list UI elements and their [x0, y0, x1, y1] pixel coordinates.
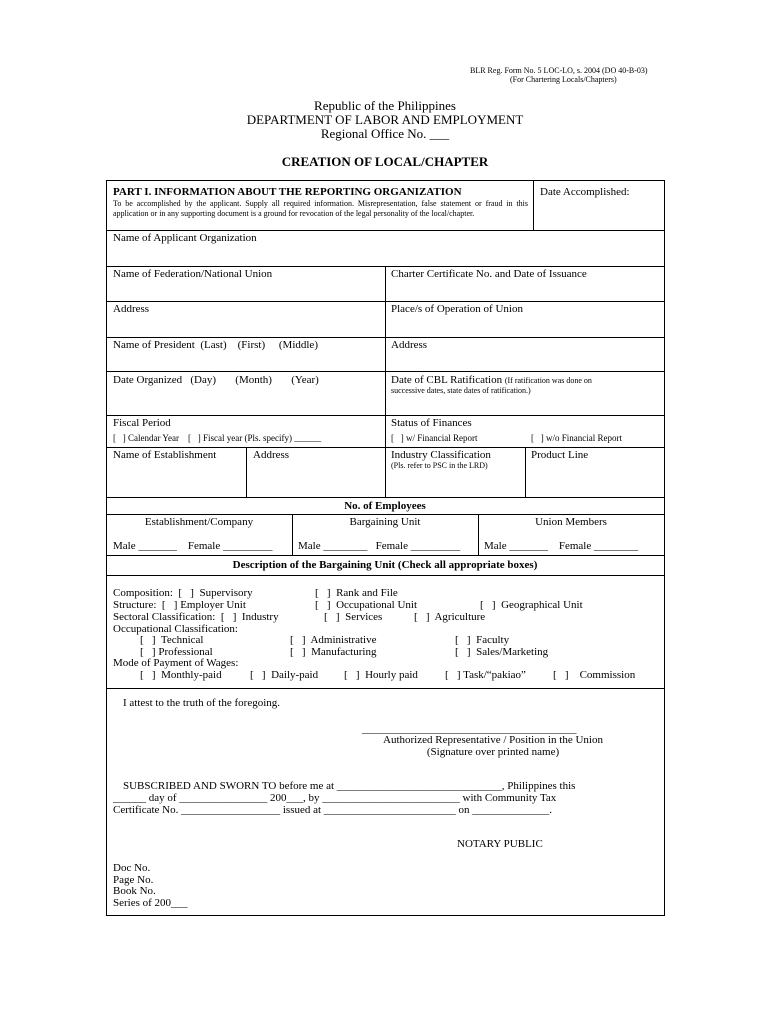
form-subtitle: (For Chartering Locals/Chapters): [510, 75, 617, 84]
fiscal-options[interactable]: [ ] Calendar Year [ ] Fiscal year (Pls. specify) ______: [113, 433, 322, 443]
sworn-line-3[interactable]: Certificate No. __________________ issued at ________________________ on ______________.: [113, 804, 553, 816]
employees-heading: No. of Employees: [344, 500, 426, 512]
president-label: Name of President (Last) (First) (Middle): [113, 339, 318, 351]
date-organized-label: Date Organized (Day) (Month) (Year): [113, 374, 319, 386]
fiscal-period-label: Fiscal Period: [113, 417, 171, 429]
divider: [106, 337, 664, 338]
regional-office-line: Regional Office No. ___: [320, 126, 450, 141]
part1-instructions: To be accomplished by the applicant. Supply all required information. Misrepresentation, false statement or fraud in this application or in any supporting document is a ground for revocation of the legal personality of the local/chapter.: [113, 199, 528, 218]
monthly-paid-checkbox[interactable]: [ ] Monthly-paid: [140, 669, 222, 681]
signature-caption: (Signature over printed name): [426, 746, 560, 758]
charter-certificate-label: Charter Certificate No. and Date of Issuance: [391, 268, 587, 280]
agriculture-checkbox[interactable]: [ ] Agriculture: [414, 611, 486, 623]
page-no-label: Page No.: [113, 874, 154, 886]
divider: [246, 447, 247, 498]
sales-marketing-checkbox[interactable]: [ ] Sales/Marketing: [455, 646, 549, 658]
divider: [106, 497, 664, 498]
administrative-checkbox[interactable]: [ ] Administrative: [290, 634, 377, 646]
place-operation-label: Place/s of Operation of Union: [391, 303, 523, 315]
daily-paid-checkbox[interactable]: [ ] Daily-paid: [250, 669, 319, 681]
hourly-paid-checkbox[interactable]: [ ] Hourly paid: [344, 669, 418, 681]
product-line-label: Product Line: [531, 449, 589, 461]
task-pakiao-checkbox[interactable]: [ ] Task/“pakiao”: [445, 669, 526, 681]
professional-checkbox[interactable]: [ ] Professional: [140, 646, 213, 658]
divider: [533, 180, 534, 230]
bargaining-unit-col: Bargaining Unit: [349, 516, 421, 528]
notary-public-label: NOTARY PUBLIC: [457, 838, 543, 850]
composition-supervisory[interactable]: Composition: [ ] Supervisory: [113, 587, 253, 599]
wages-label: Mode of Payment of Wages:: [113, 657, 239, 669]
divider: [106, 301, 664, 302]
occupational-unit-checkbox[interactable]: [ ] Occupational Unit: [315, 599, 418, 611]
divider: [106, 555, 664, 556]
address-label: Address: [113, 303, 150, 315]
industry-note: (Pls. refer to PSC in the LRD): [391, 461, 488, 470]
book-no-label: Book No.: [113, 885, 156, 897]
union-male-female[interactable]: Male _______ Female ________: [484, 540, 638, 552]
page-title: CREATION OF LOCAL/CHAPTER: [281, 154, 489, 169]
divider: [106, 415, 664, 416]
federation-label: Name of Federation/National Union: [113, 268, 273, 280]
sworn-line-1[interactable]: SUBSCRIBED AND SWORN TO before me at ______________________________, Philippines this: [123, 780, 576, 792]
faculty-checkbox[interactable]: [ ] Faculty: [455, 634, 510, 646]
department-line: DEPARTMENT OF LABOR AND EMPLOYMENT: [246, 112, 524, 127]
geographical-unit-checkbox[interactable]: [ ] Geographical Unit: [480, 599, 583, 611]
manufacturing-checkbox[interactable]: [ ] Manufacturing: [290, 646, 377, 658]
applicant-organization-label: Name of Applicant Organization: [113, 232, 257, 244]
doc-no-label: Doc No.: [113, 862, 151, 874]
divider: [525, 447, 526, 498]
form-reference: BLR Reg. Form No. 5 LOC-LO, s. 2004 (DO 40-B-03): [470, 66, 648, 75]
sworn-line-2[interactable]: ______ day of ________________ 200___, by _________________________ with Community Tax: [113, 792, 557, 804]
divider: [106, 575, 664, 576]
industry-classification-label: Industry Classification: [391, 449, 491, 461]
signature-line[interactable]: _______________________________________: [362, 723, 577, 735]
divider: [106, 230, 664, 231]
bargaining-heading: Description of the Bargaining Unit (Check all appropriate boxes): [232, 559, 538, 571]
structure-employer-unit[interactable]: Structure: [ ] Employer Unit: [113, 599, 246, 611]
establishment-label: Name of Establishment: [113, 449, 217, 461]
cbl-ratification-label: [391, 374, 592, 386]
establishment-male-female[interactable]: Male _______ Female _________: [113, 540, 273, 552]
rank-and-file-checkbox[interactable]: [ ] Rank and File: [315, 587, 398, 599]
republic-line: Republic of the Philippines: [314, 98, 456, 113]
president-address-label: Address: [391, 339, 428, 351]
services-checkbox[interactable]: [ ] Services: [324, 611, 383, 623]
bargaining-male-female[interactable]: Male ________ Female _________: [298, 540, 461, 552]
part1-heading: PART I. INFORMATION ABOUT THE REPORTING ORGANIZATION: [113, 186, 462, 198]
cbl-title: Date of CBL Ratification: [391, 374, 503, 386]
establishment-address-label: Address: [253, 449, 290, 461]
attest-statement: I attest to the truth of the foregoing.: [123, 697, 281, 709]
divider: [106, 514, 664, 515]
cbl-note-2: successive dates, state dates of ratification.): [391, 386, 531, 395]
divider: [106, 688, 664, 689]
occupational-classification-label: Occupational Classification:: [113, 623, 238, 635]
technical-checkbox[interactable]: [ ] Technical: [140, 634, 204, 646]
divider: [106, 371, 664, 372]
series-label: Series of 200___: [113, 897, 188, 909]
sectoral-industry[interactable]: Sectoral Classification: [ ] Industry: [113, 611, 279, 623]
with-financial-report-checkbox[interactable]: [ ] w/ Financial Report: [391, 433, 478, 443]
establishment-company-col: Establishment/Company: [144, 516, 254, 528]
cbl-note: (If ratification was done on: [504, 376, 592, 385]
union-members-col: Union Members: [535, 516, 607, 528]
authorized-representative-label: Authorized Representative / Position in the Union: [383, 734, 603, 746]
status-finances-label: Status of Finances: [391, 417, 472, 429]
commission-checkbox[interactable]: [ ] Commission: [553, 669, 636, 681]
without-financial-report-checkbox[interactable]: [ ] w/o Financial Report: [531, 433, 622, 443]
date-accomplished-label: Date Accomplished:: [540, 186, 630, 198]
divider: [106, 447, 664, 448]
